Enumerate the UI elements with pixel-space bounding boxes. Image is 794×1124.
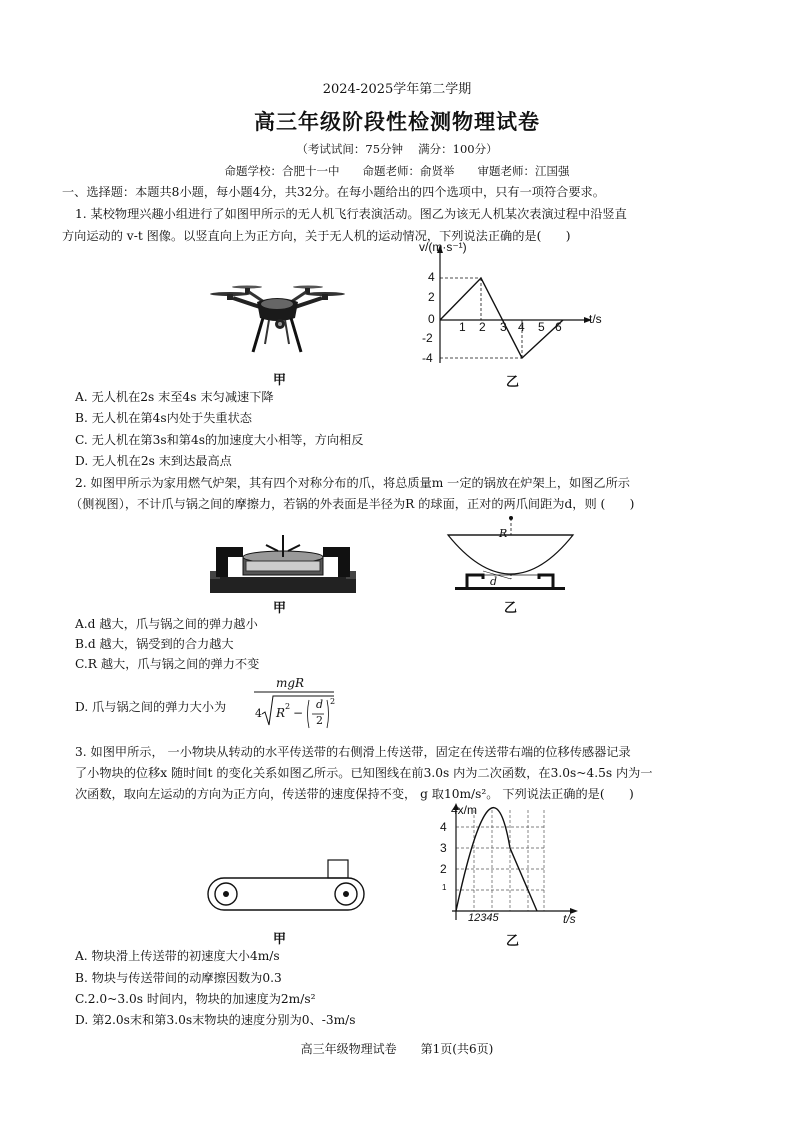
- q2-option-d-R-exp: 2: [285, 702, 291, 711]
- page-footer: 高三年级物理试卷 第1页(共6页): [300, 1042, 494, 1056]
- q1-graph-x-tick-1: 1: [459, 320, 466, 334]
- q3-graph-y-tick-4: 4: [440, 820, 447, 834]
- q3-graph-x-ticks: 12345: [468, 912, 499, 924]
- q2-option-d-2: 2: [316, 714, 323, 727]
- q2-option-d-minus: −: [293, 706, 304, 720]
- q3-option-d: D. 第2.0s末和第3.0s末物块的速度分别为0、-3m/s: [75, 1013, 356, 1027]
- q1-graph-x-tick-4: 4: [518, 320, 525, 334]
- q2-option-c: C.R 越大，爪与锅之间的弹力不变: [75, 657, 260, 671]
- q1-figure-left-label: 甲: [273, 373, 287, 388]
- q3-graph-y-tick-3: 3: [440, 841, 447, 855]
- q1-graph-x-tick-2: 2: [479, 320, 486, 334]
- q1-graph-x-tick-3: 3: [500, 320, 507, 334]
- q1-graph-y-tick-0: 0: [428, 312, 435, 326]
- q1-option-d: D. 无人机在2s 末到达最高点: [75, 454, 232, 468]
- gas-stove-image: [208, 527, 358, 597]
- q3-option-b: B. 物块与传送带间的动摩擦因数为0.3: [75, 971, 282, 985]
- exam-term: 2024-2025学年第二学期: [322, 82, 472, 97]
- q1-option-b: B. 无人机在第4s内处于失重状态: [75, 411, 252, 425]
- q3-option-c: C.2.0~3.0s 时间内，物块的加速度为2m/s²: [75, 992, 316, 1006]
- q2-option-d-R: R: [276, 706, 286, 720]
- q1-graph-y-tick-4: 4: [428, 270, 435, 284]
- q3-graph-y-tick-2: 2: [440, 862, 447, 876]
- exam-authors: 命题学校：合肥十一中 命题老师：俞贤举 审题老师：江国强: [224, 164, 570, 178]
- q1-graph-y-tick-2: 2: [428, 290, 435, 304]
- q3-graph-x-label: t/s: [563, 912, 576, 926]
- q2-stem-line2: （侧视图），不计爪与锅之间的摩擦力，若锅的外表面是半径为R 的球面，正对的两爪间距为d，则 ( ): [70, 497, 635, 511]
- q1-graph-x-tick-6: 6: [555, 320, 562, 334]
- q1-stem-line2: 方向运动的 v-t 图像。以竖直向上为正方向，关于无人机的运动情况，下列说法正确的是( ): [62, 229, 571, 243]
- q2-pot-side-view: [445, 513, 575, 593]
- q3-option-a: A. 物块滑上传送带的初速度大小4m/s: [75, 949, 280, 963]
- q1-option-a: A. 无人机在2s 末至4s 末匀减速下降: [75, 390, 274, 404]
- q1-figure-right-label: 乙: [506, 375, 520, 390]
- q1-graph-x-label: t/s: [589, 312, 602, 326]
- q2-fig-d-label: d: [490, 575, 498, 588]
- q2-option-d-paren-exp: 2: [330, 697, 336, 706]
- q3-figure-right-label: 乙: [506, 934, 520, 949]
- q3-conveyor-belt: [206, 858, 366, 914]
- page-title: 高三年级阶段性检测物理试卷: [254, 109, 540, 134]
- q1-graph-y-tick-neg2: -2: [422, 331, 433, 345]
- q1-graph-y-label: v/(m·s⁻¹): [419, 240, 467, 254]
- q2-figure-left-label: 甲: [273, 601, 287, 616]
- q3-stem-line1: 3. 如图甲所示， 一小物块从转动的水平传送带的右侧滑上传送带，固定在传送带右端的位移传感器记录: [75, 745, 631, 759]
- q3-stem-line2: 了小物块的位移x 随时间t 的变化关系如图乙所示。已知图线在前3.0s 内为二次函数，在3.0s~4.5s 内为一: [75, 766, 653, 780]
- q1-stem-line1: 1. 某校物理兴趣小组进行了如图甲所示的无人机飞行表演活动。图乙为该无人机某次表演过程中沿竖直: [75, 207, 627, 221]
- q1-graph-y-tick-neg4: -4: [422, 351, 433, 365]
- q2-fig-R-label: R: [499, 527, 508, 540]
- section-heading: 一、选择题：本题共8小题，每小题4分，共32分。在每小题给出的四个选项中，只有一项符合要求。: [62, 185, 605, 199]
- q3-graph-y-label: 4x/m: [451, 803, 478, 817]
- q2-stem-line1: 2. 如图甲所示为家用燃气炉架，其有四个对称分布的爪，将总质量m 一定的锅放在炉架上，如图乙所示: [75, 476, 630, 490]
- q3-xt-graph: [434, 800, 584, 928]
- q1-graph-x-tick-5: 5: [538, 320, 545, 334]
- q1-option-c: C. 无人机在第3s和第4s的加速度大小相等，方向相反: [75, 433, 364, 447]
- q2-option-d-numerator: mgR: [276, 676, 305, 690]
- q2-option-b: B.d 越大，锅受到的合力越大: [75, 637, 234, 651]
- q2-option-d-prefix: D. 爪与锅之间的弹力大小为: [75, 700, 227, 714]
- drone-image: [205, 282, 350, 357]
- exam-info: （考试试间：75分钟 满分：100分）: [296, 142, 498, 156]
- q2-option-d-d: d: [316, 698, 324, 711]
- q2-option-a: A.d 越大，爪与锅之间的弹力越小: [75, 617, 258, 631]
- q3-graph-y-tick-1: 1: [442, 883, 447, 892]
- q2-option-d-four: 4: [255, 707, 262, 720]
- q3-figure-left-label: 甲: [273, 932, 287, 947]
- q1-vt-graph: [418, 243, 618, 373]
- q3-stem-line3: 次函数，取向左运动的方向为正方向，传送带的速度保持不变， g 取10m/s²。 下列说法正确的是( ): [75, 787, 634, 801]
- q2-figure-right-label: 乙: [504, 601, 518, 616]
